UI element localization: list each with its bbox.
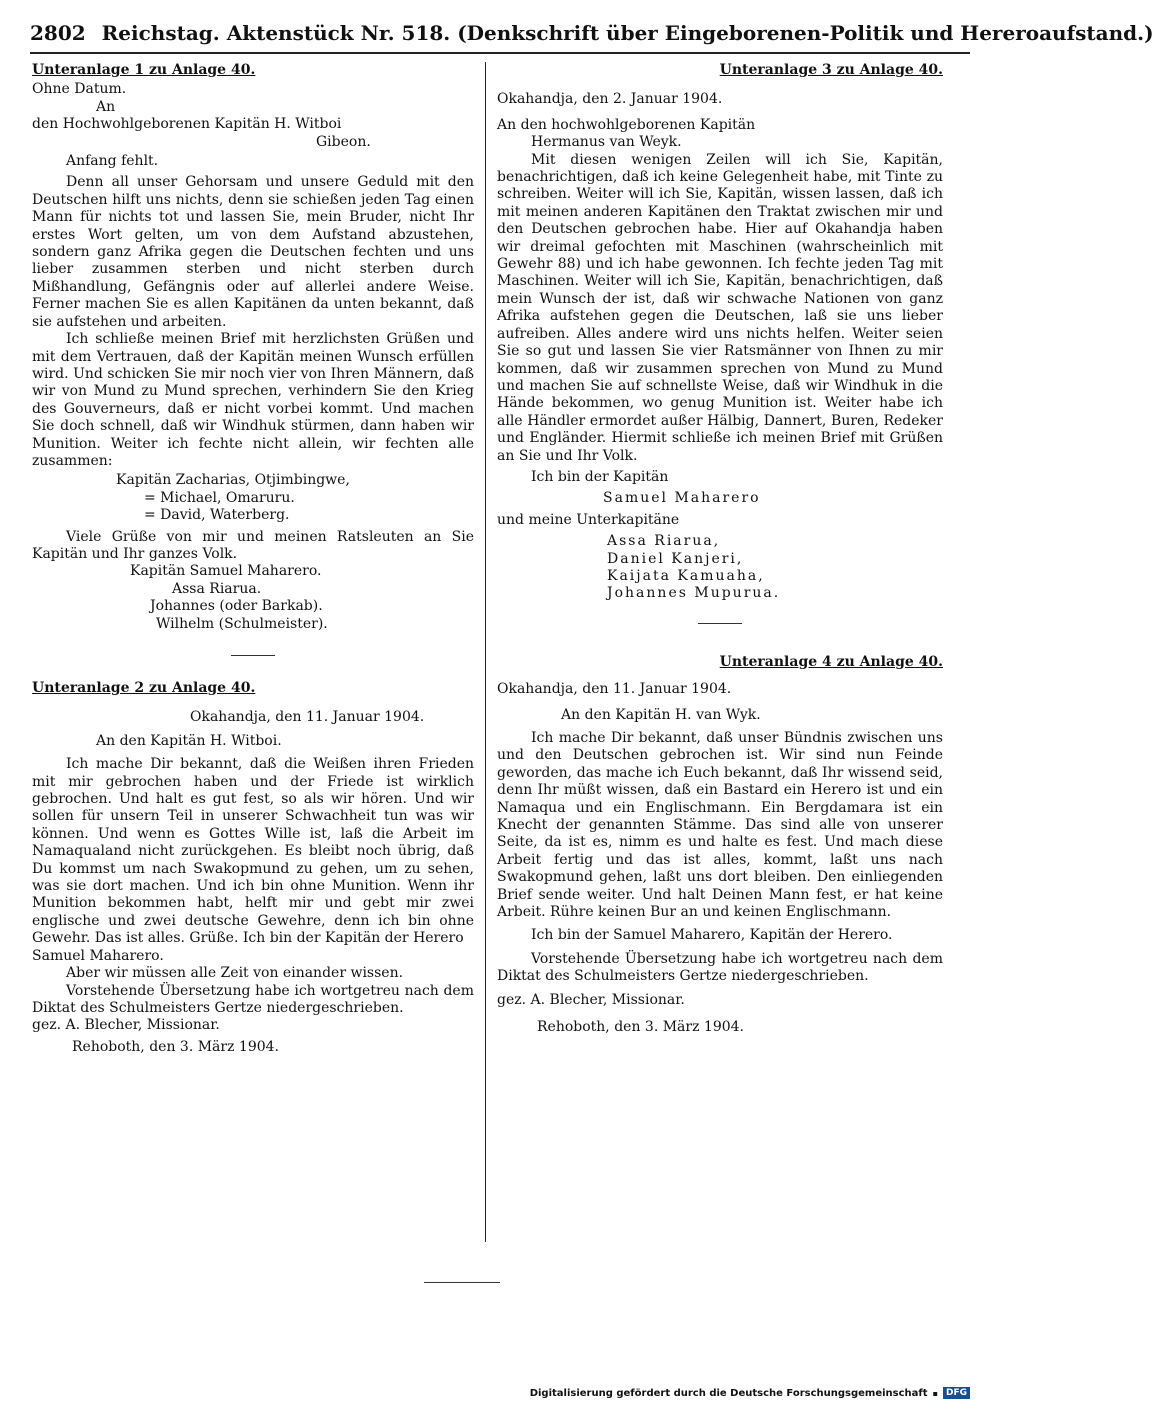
section-1-para-1: Denn all unser Gehorsam und unsere Geduld mit den Deutschen hilft uns nichts, denn sie schießen jeden Tag einen Mann für nichts tot und lassen Sie, mein Bruder, nicht Ihr erstes Wort gelten, um von dem Aufstand abzustehen, sondern ganz Afrika gegen die Deutschen fechten und uns lieber zusammen sterben und nicht sterben durch Mißhandlung, Gefängnis oder auf allerlei andere Weise. Ferner machen Sie es allen Kapitänen da unten bekannt, daß sie aufstehen und arbeiten. bbox=[32, 174, 474, 330]
section-2-missionary: gez. A. Blecher, Missionar. bbox=[32, 1017, 220, 1034]
right-column bbox=[497, 62, 943, 1037]
section-1-addr-place: Gibeon. bbox=[316, 133, 371, 150]
section-1-signature-1: Kapitän Samuel Maharero. bbox=[130, 563, 322, 580]
section-divider bbox=[698, 623, 742, 624]
section-3-sub-4: Johannes Mupurua. bbox=[607, 585, 781, 602]
section-4 bbox=[497, 654, 943, 1037]
section-1-para-3: Viele Grüße von mir und meinen Ratsleuten an Sie Kapitän und Ihr ganzes Volk. bbox=[32, 528, 474, 562]
section-3-sub-1: Assa Riarua, bbox=[607, 533, 721, 550]
section-2-para-1: Ich mache Dir bekannt, daß die Weißen ihren Frieden mit mir gebrochen haben und der Friede ist wirklich gebrochen. Und halt es gut fest, so als wir hören. Und wir sollen für unsern Teil in unserer Schwachheit tun was wir können. Und wenn es Gottes Wille ist, laß die Arbeit im Namaqualand nicht zurückgehen. Es bleibt noch übrig, daß Du kommst um nach Swakopmund zu gehen, um zu sehen, was sie dort machen. Und ich bin ohne Munition. Wenn ihr Munition bekommen habt, helft mir und gebt mir zwei englische und zwei deutsche Gewehre, denn ich bin ohne Gewehr. Das ist alles. Grüße. Ich bin der Kapitän der Herero bbox=[32, 756, 474, 947]
section-divider bbox=[231, 655, 275, 656]
footer-credit-text: Digitalisierung gefördert durch die Deutsche Forschungsgemeinschaft bbox=[529, 1387, 928, 1399]
section-3-para-1: Mit diesen wenigen Zeilen will ich Sie, Kapitän, benachrichtigen, daß ich keine Gelegenheit habe, mit Tinte zu schreiben. Weiter will ich Sie, Kapitän, wissen lassen, daß ich mit meinen anderen Kapitänen den Traktat zwischen mir und den Deutschen gebrochen habe. Hier auf Okahandja haben wir dreimal gefochten mit Maschinen (wahrscheinlich mit Gewehr 88) und ich habe gewonnen. Ich fechte jeden Tag mit Maschinen. Weiter will ich Sie, Kapitän, benachrichtigen, daß mein Wunsch der ist, daß wir schwache Nationen von ganz Afrika aufstehen gegen die Deutschen, laß sie uns lieber aufreiben. Alles andere wird uns nichts helfen. Weiter seien Sie so gut und lassen Sie vier Ratsmänner von Ihnen zu mir kommen, daß wir zusammen sprechen von Mund zu Mund und machen Sie auf schnellste Weise, daß wir Windhuk in die Hände bekommen, wo genug Munition ist. Weiter habe ich alle Händler ermordet außer Hälbig, Dannert, Buren, Redeker und Engländer. Hiermit schließe ich meinen Brief mit Grüßen an Sie und Ihr Volk. bbox=[497, 151, 943, 464]
column-divider bbox=[485, 62, 486, 1242]
end-rule bbox=[424, 1282, 500, 1283]
section-1-date: Ohne Datum. bbox=[32, 81, 127, 98]
section-4-missionary: gez. A. Blecher, Missionar. bbox=[497, 991, 685, 1008]
section-4-para-1: Ich mache Dir bekannt, daß unser Bündnis zwischen uns und den Deutschen gebrochen ist. Wir sind nun Feinde geworden, das mache ich Euch bekannt, daß Ihr wissend seid, denn Ihr müßt wissen, daß ein Bastard ein Herero ist und ein Namaqua und ein Englischmann. Ein Bergdamara ist ein Knecht der genannten Stämme. Das sind alle von unserer Seite, da ist es, nimm es und halte es fest. Und mach diese Arbeit fertig und das ist alles, kommt, laßt uns nach Swakopmund gehen, laßt uns dort bleiben. Den einliegenden Brief sende weiter. Und halt Deinen Mann fest, er hat keine Arbeit. Rühre keinen Bur an und keinen Englischmann. bbox=[497, 730, 943, 921]
section-1-list-1: Kapitän Zacharias, Otjimbingwe, bbox=[116, 472, 350, 489]
section-1-list-2: = Michael, Omaruru. bbox=[144, 489, 295, 506]
section-1-addr-recipient: den Hochwohlgeborenen Kapitän H. Witboi bbox=[32, 116, 342, 133]
section-2-place-date: Rehoboth, den 3. März 1904. bbox=[72, 1038, 280, 1055]
page-header bbox=[30, 20, 1154, 46]
footer-credit bbox=[530, 1387, 970, 1399]
section-3-date: Okahandja, den 2. Januar 1904. bbox=[497, 91, 723, 108]
section-3-sub-2: Daniel Kanjeri, bbox=[607, 550, 744, 567]
left-column bbox=[32, 62, 474, 1056]
section-1-heading: Unteranlage 1 zu Anlage 40. bbox=[32, 62, 256, 78]
page-number: 2802 bbox=[30, 21, 86, 45]
section-1-signature-3: Johannes (oder Barkab). bbox=[150, 598, 323, 615]
section-3-signature: Samuel Maharero bbox=[603, 490, 761, 507]
section-1-addr-an: An bbox=[96, 98, 116, 115]
dfg-logo: DFG bbox=[943, 1387, 970, 1399]
header-title: Reichstag. Aktenstück Nr. 518. (Denkschrift über Eingeborenen-Politik und Hereroaufstand.) bbox=[101, 21, 1154, 45]
section-3-sub-captains: und meine Unterkapitäne bbox=[497, 511, 680, 528]
section-4-address: An den Kapitän H. van Wyk. bbox=[561, 706, 761, 723]
section-3-heading: Unteranlage 3 zu Anlage 40. bbox=[719, 62, 943, 78]
section-1-signature-2: Assa Riarua. bbox=[172, 580, 262, 597]
section-2-heading: Unteranlage 2 zu Anlage 40. bbox=[32, 680, 256, 696]
section-2 bbox=[32, 680, 474, 1056]
section-4-heading: Unteranlage 4 zu Anlage 40. bbox=[719, 653, 943, 670]
section-3 bbox=[497, 62, 943, 603]
section-1-signature-4: Wilhelm (Schulmeister). bbox=[156, 615, 328, 632]
section-2-para-2: Aber wir müssen alle Zeit von einander wissen. bbox=[66, 965, 404, 982]
section-4-para-3: Vorstehende Übersetzung habe ich wortgetreu nach dem Diktat des Schulmeisters Gertze niedergeschrieben. bbox=[497, 950, 943, 985]
section-2-date: Okahandja, den 11. Januar 1904. bbox=[190, 709, 425, 726]
header-rule bbox=[30, 52, 970, 54]
section-4-para-2: Ich bin der Samuel Maharero, Kapitän der Herero. bbox=[531, 927, 893, 944]
footer-separator: ▪ bbox=[932, 1388, 938, 1398]
section-1-note: Anfang fehlt. bbox=[66, 153, 159, 170]
section-4-place-date: Rehoboth, den 3. März 1904. bbox=[537, 1019, 745, 1036]
section-1 bbox=[32, 62, 474, 633]
section-1-para-2: Ich schließe meinen Brief mit herzlichsten Grüßen und mit dem Vertrauen, daß der Kapitän meinen Wunsch erfüllen wird. Und schicken Sie mir noch vier von Ihren Männern, daß wir von Mund zu Mund sprechen, verhindern Sie den Krieg des Gouverneurs, daß er nicht vorbei kommt. Und machen Sie doch schnell, daß wir Windhuk stürmen, dann haben wir Munition. Weiter ich fechte nicht allein, wir fechten alle zusammen: bbox=[32, 331, 474, 469]
section-1-list-3: = David, Waterberg. bbox=[144, 507, 290, 524]
section-3-addr-1: An den hochwohlgeborenen Kapitän bbox=[497, 116, 756, 133]
section-2-signature: Samuel Maharero. bbox=[32, 947, 164, 964]
section-3-closing: Ich bin der Kapitän bbox=[531, 468, 669, 485]
section-4-date: Okahandja, den 11. Januar 1904. bbox=[497, 681, 732, 698]
section-3-addr-2: Hermanus van Weyk. bbox=[531, 134, 682, 151]
section-2-address: An den Kapitän H. Witboi. bbox=[96, 732, 282, 749]
section-2-para-3: Vorstehende Übersetzung habe ich wortgetreu nach dem Diktat des Schulmeisters Gertze niedergeschrieben. bbox=[32, 982, 474, 1016]
section-3-sub-3: Kaijata Kamuaha, bbox=[607, 567, 765, 584]
